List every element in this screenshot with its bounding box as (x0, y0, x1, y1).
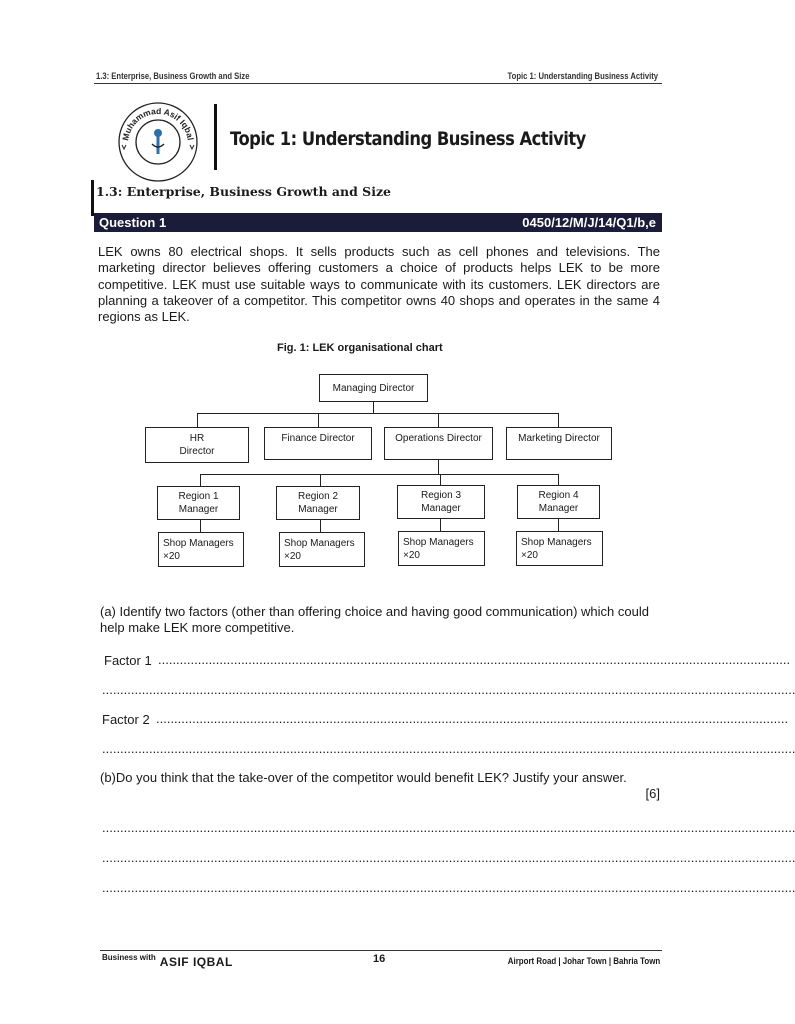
figure-caption: Fig. 1: LEK organisational chart (277, 342, 443, 354)
connector-hr (197, 413, 198, 427)
topic-title: Topic 1: Understanding Business Activity (230, 128, 586, 150)
marketing-director-box: Marketing Director (506, 427, 612, 460)
connector-operations (438, 413, 439, 427)
region1-manager-box: Region 1 Manager (157, 486, 240, 520)
operations-director-box: Operations Director (384, 427, 493, 460)
shop-managers-box-3: Shop Managers ×20 (398, 531, 485, 566)
question-code: 0450/12/M/J/14/Q1/b,e (522, 215, 656, 230)
factor2-answer-line[interactable] (102, 711, 789, 729)
question-label: Question 1 (99, 215, 167, 230)
hr-director-box: HR Director (145, 427, 249, 463)
region2-manager-box: Region 2 Manager (276, 486, 360, 520)
part-b-marks: [6] (645, 786, 660, 801)
region3-manager-box: Region 3 Manager (397, 485, 485, 519)
part-b-answer-line-3[interactable]: ................................................................................................................................................................................................ (102, 880, 795, 895)
footer-brand-name: ASIF IQBAL (159, 955, 233, 969)
section-title: 1.3: Enterprise, Business Growth and Size (96, 184, 391, 199)
question-intro: LEK owns 80 electrical shops. It sells products such as cell phones and televisions. The marketing director believes offering customers a choice of products helps LEK to be more competitive. LEK must use suitable ways to communicate with its customers. LEK directors are planning a takeover of a competitor. This competitor owns 40 shops and operates in the same 4 regions as LEK. (98, 244, 660, 325)
footer-locations: Airport Road | Johar Town | Bahria Town (507, 956, 660, 966)
connector-shop4 (558, 519, 559, 531)
factor2-dots: ............................................................................................................................................................................... (156, 711, 789, 726)
part-b-text: (b)Do you think that the take-over of the competitor would benefit LEK? Justify your answer. (100, 770, 627, 785)
factor2-label: Factor 2 (102, 712, 150, 727)
footer-rule (100, 950, 662, 951)
connector-regions-bus (200, 474, 559, 475)
region4-manager-box: Region 4 Manager (517, 485, 600, 519)
part-b-answer-line-2[interactable]: ................................................................................................................................................................................................ (102, 850, 795, 865)
connector-ops-down (438, 460, 439, 475)
connector-region2 (320, 474, 321, 486)
factor2-second-line[interactable]: ................................................................................................................................................................................................ (102, 741, 795, 756)
connector-marketing (558, 413, 559, 427)
managing-director-box: Managing Director (319, 374, 428, 402)
shop-managers-box-4: Shop Managers ×20 (516, 531, 603, 566)
factor1-answer-line[interactable] (104, 652, 791, 670)
connector-shop1 (200, 520, 201, 532)
finance-director-box: Finance Director (264, 427, 372, 460)
part-b-answer-line-1[interactable]: ................................................................................................................................................................................................ (102, 820, 795, 835)
footer-brand-small: Business with (102, 953, 156, 962)
shop-managers-box-1: Shop Managers ×20 (158, 532, 244, 567)
connector-shop3 (440, 519, 441, 531)
page-number: 16 (373, 953, 386, 965)
factor1-dots: ............................................................................................................................................................................... (158, 652, 791, 667)
connector-directors-bus (197, 413, 559, 414)
connector-region1 (200, 474, 201, 486)
factor1-second-line[interactable]: ................................................................................................................................................................................................ (102, 682, 795, 697)
connector-shop2 (320, 520, 321, 532)
running-header-right: Topic 1: Understanding Business Activity (507, 71, 658, 81)
part-b-prompt (100, 770, 660, 801)
footer-brand (102, 953, 233, 971)
connector-finance (318, 413, 319, 427)
shop-managers-box-2: Shop Managers ×20 (279, 532, 365, 567)
factor1-label: Factor 1 (104, 653, 152, 668)
seal-ring-text: Muhammad Asif Iqbal (120, 105, 196, 142)
running-header-left: 1.3: Enterprise, Business Growth and Size (96, 71, 250, 81)
part-a-prompt: (a) Identify two factors (other than offering choice and having good communication) which could help make LEK more competitive. (100, 604, 649, 636)
